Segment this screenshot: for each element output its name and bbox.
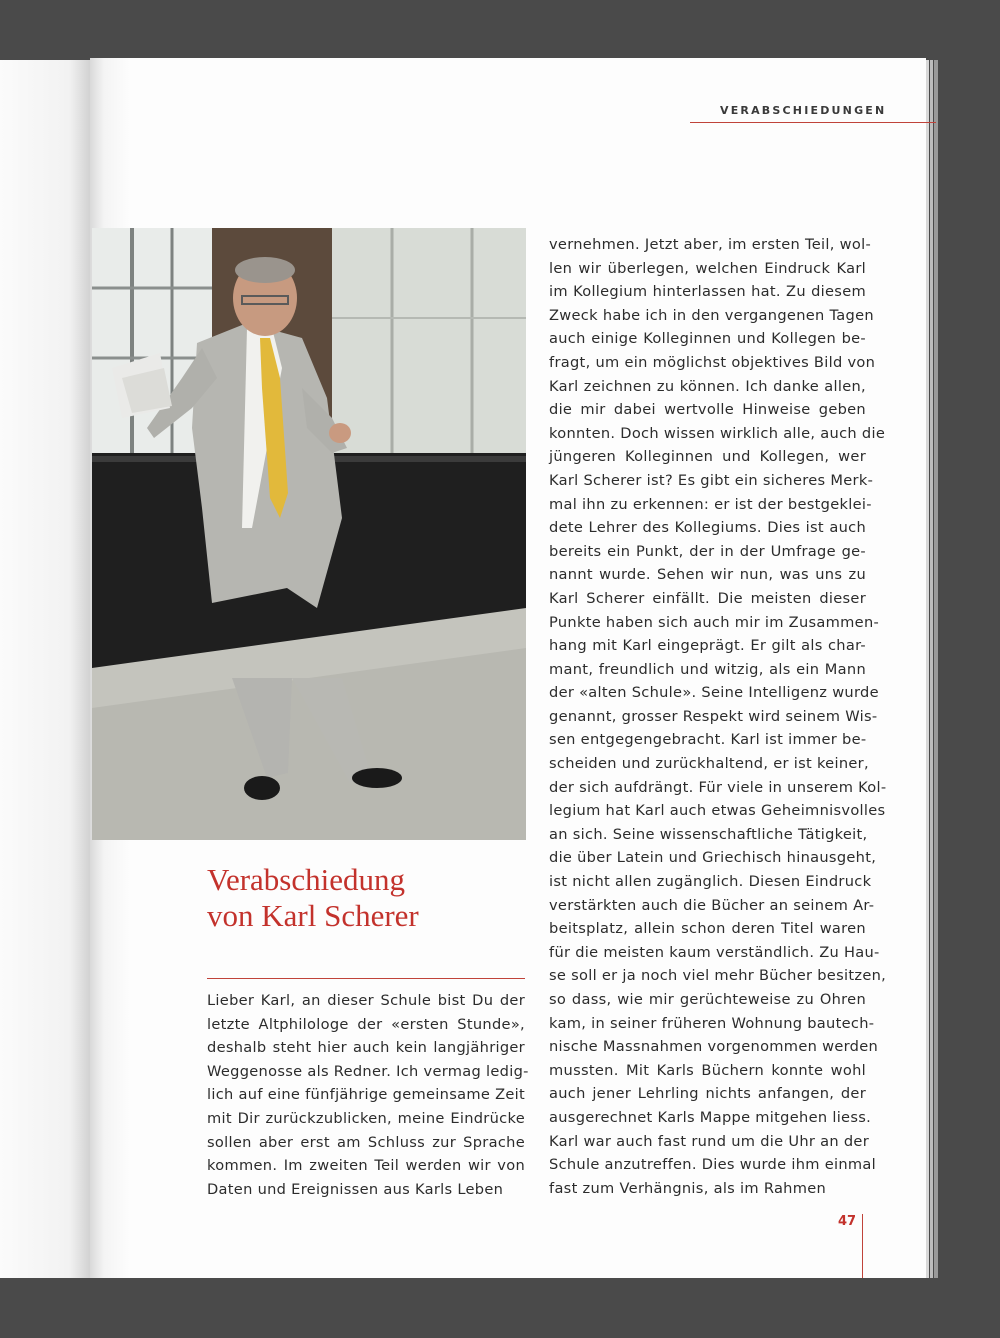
text-line: fragt, um ein möglichst objektives Bild von [549,353,876,371]
text-line: konnten. Doch wissen wirklich alle, auch die [549,424,886,442]
text-line: letzte Altphilologe der «ersten Stunde», [207,1015,525,1033]
text-line: vernehmen. Jetzt aber, im ersten Teil, wol- [549,236,872,253]
text-line: auch jener Lehrling nichts anfangen, der [549,1085,866,1103]
text-line: se soll er ja noch viel mehr Bücher besitzen, [549,967,887,985]
text-line: nische Massnahmen vorgenommen werden [549,1038,879,1056]
photo-illustration [92,228,526,840]
text-line: deshalb steht hier auch kein langjähriger [207,1039,525,1057]
text-line: an sich. Seine wissenschaftliche Tätigkeit, [549,825,868,843]
text-line: ausgerechnet Karls Mappe mitgehen liess. [549,1108,872,1126]
text-line: Karl Scherer einfällt. Die meisten dieser [549,589,866,607]
text-line: lich auf eine fünfjährige gemeinsame Zeit [207,1086,526,1104]
page-number-rule [862,1214,863,1278]
text-line: der sich aufdrängt. Für viele in unserem Kol- [549,778,887,796]
text-line: sollen aber erst am Schluss zur Sprache [207,1133,525,1151]
page-stack-edge [934,60,938,1278]
page-stack-edge [930,60,933,1278]
text-line: ist nicht allen zugänglich. Diesen Eindruck [549,873,872,891]
text-line: sen entgegengebracht. Karl ist immer be- [549,731,867,749]
text-line: mal ihn zu erkennen: er ist der bestgeklei- [549,495,872,513]
text-line: kommen. Im zweiten Teil werden wir von [207,1157,525,1175]
text-line: Karl Scherer ist? Es gibt ein sicheres Merk- [549,471,874,489]
text-line: fast zum Verhängnis, als im Rahmen [549,1179,827,1197]
text-line: Schule anzutreffen. Dies wurde ihm einmal [549,1156,876,1174]
article-photo [92,228,526,840]
text-line: Daten und Ereignissen aus Karls Leben [207,1180,504,1198]
text-line: mit Dir zurückzublicken, meine Eindrücke [207,1109,525,1127]
text-line: bereits ein Punkt, der in der Umfrage ge- [549,542,866,560]
text-line: für die meisten kaum verständlich. Zu Hau- [549,943,880,961]
section-header: VERABSCHIEDUNGEN [720,104,887,117]
text-line: Lieber Karl, an dieser Schule bist Du der [207,992,525,1009]
text-line: der «alten Schule». Seine Intelligenz wurde [549,684,879,702]
text-line: die über Latein und Griechisch hinausgeht, [549,849,877,867]
text-line: scheiden und zurückhaltend, er ist keiner, [549,755,869,773]
text-line: Karl war auch fast rund um die Uhr an der [549,1132,870,1150]
text-line: mant, freundlich und witzig, als ein Mann [549,660,866,678]
article-title-line: von Karl Scherer [207,898,419,933]
left-page-edge [0,60,92,1278]
header-rule [690,122,936,123]
article-title-line: Verabschiedung [207,862,405,897]
text-line: len wir überlegen, welchen Eindruck Karl [549,259,866,277]
text-line: auch einige Kolleginnen und Kollegen be- [549,330,866,348]
text-line: im Kollegium hinterlassen hat. Zu diesem [549,283,866,301]
text-line: jüngeren Kolleginnen und Kollegen, wer [549,448,866,466]
body-column-right [549,233,887,1200]
article-title [207,862,527,934]
text-line: nannt wurde. Sehen wir nun, was uns zu [549,566,866,584]
text-line: dete Lehrer des Kollegiums. Dies ist auch [549,519,866,537]
text-line: Zweck habe ich in den vergangenen Tagen [549,306,874,324]
text-line: hang mit Karl eingeprägt. Er gilt als char- [549,637,866,655]
text-line: Karl zeichnen zu können. Ich danke allen, [549,377,866,395]
text-line: mussten. Mit Karls Büchern konnte wohl [549,1061,866,1079]
text-line: beitsplatz, allein schon deren Titel waren [549,920,866,938]
text-line: so dass, wie mir gerüchteweise zu Ohren [549,991,866,1008]
text-line: die mir dabei wertvolle Hinweise geben [549,401,866,419]
page-stack-edge [926,60,929,1278]
text-line: kam, in seiner früheren Wohnung bautech- [549,1014,875,1032]
text-line: legium hat Karl auch etwas Geheimnisvolles [549,802,886,820]
body-column-left [207,989,529,1201]
text-line: Weggenosse als Redner. Ich vermag ledig- [207,1062,529,1080]
text-line: genannt, grosser Respekt wird seinem Wis- [549,707,878,725]
text-line: Punkte haben sich auch mir im Zusammen- [549,613,880,631]
page-number: 47 [838,1214,857,1229]
text-line: verstärkten auch die Bücher an seinem Ar- [549,896,875,914]
title-rule [207,978,525,979]
